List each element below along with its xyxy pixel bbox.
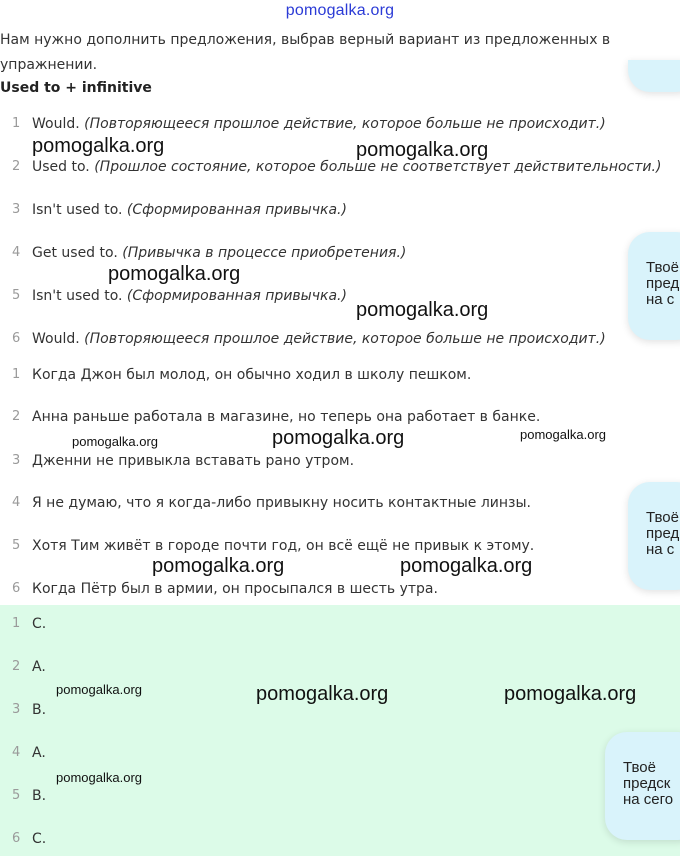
watermark: pomogalka.org: [152, 555, 285, 577]
answer-text: Would.: [32, 331, 80, 347]
item-number: 5: [12, 788, 21, 803]
watermark: pomogalka.org: [256, 683, 389, 705]
item-number: 4: [12, 495, 21, 510]
translation-text: Когда Пётр был в армии, он просыпался в шесть утра.: [32, 581, 438, 597]
choice-letter: A.: [32, 745, 46, 761]
translation-text: Дженни не привыкла вставать рано утром.: [32, 453, 355, 469]
intro-text: Нам нужно дополнить предложения, выбрав верный вариант из предложенных в упражнении.: [0, 32, 611, 73]
item-number: 2: [12, 659, 21, 674]
chat-bubble[interactable]: [628, 482, 680, 590]
chat-bubble-line: на с: [646, 541, 675, 558]
answer-text: Used to.: [32, 159, 90, 175]
item-number: 5: [12, 538, 21, 553]
chat-bubble-line: Твоё: [646, 259, 679, 276]
answers-block: [0, 605, 680, 856]
item-number: 2: [12, 409, 21, 424]
chat-bubble[interactable]: [605, 732, 680, 840]
choice-letter: C.: [32, 831, 47, 847]
watermark: pomogalka.org: [520, 427, 606, 442]
translation-text: Когда Джон был молод, он обычно ходил в школу пешком.: [32, 367, 472, 383]
watermark: pomogalka.org: [72, 434, 158, 449]
item-number: 6: [12, 331, 21, 346]
chat-bubble-top[interactable]: [628, 60, 680, 92]
translation-text: Я не думаю, что я когда-либо привыкну носить контактные линзы.: [32, 495, 531, 511]
item-number: 6: [12, 581, 21, 596]
answer-text: Isn't used to.: [32, 202, 123, 218]
answer-note: (Прошлое состояние, которое больше не соответствует действительности.): [94, 159, 662, 175]
translation-text: Хотя Тим живёт в городе почти год, он всё ещё не привык к этому.: [32, 538, 535, 554]
watermark: pomogalka.org: [56, 770, 142, 785]
chat-bubble-line: на сего: [623, 791, 674, 808]
watermark: pomogalka.org: [56, 682, 142, 697]
answer-text: Get used to.: [32, 245, 118, 261]
answer-text: Would.: [32, 116, 80, 132]
chat-bubble-line: пред: [646, 525, 680, 542]
watermark: pomogalka.org: [356, 139, 489, 161]
item-number: 3: [12, 702, 21, 717]
watermark: pomogalka.org: [32, 135, 165, 157]
answer-note: (Повторяющееся прошлое действие, которое больше не происходит.): [84, 116, 606, 132]
answer-note: (Сформированная привычка.): [126, 202, 347, 218]
answer-note: (Повторяющееся прошлое действие, которое больше не происходит.): [84, 331, 606, 347]
item-number: 1: [12, 116, 21, 131]
answer-note: (Привычка в процессе приобретения.): [122, 245, 407, 261]
chat-bubble-line: Твоё: [646, 509, 679, 526]
watermark: pomogalka.org: [504, 683, 637, 705]
item-number: 3: [12, 453, 21, 468]
site-header-link[interactable]: pomogalka.org: [285, 2, 395, 19]
item-number: 4: [12, 245, 21, 260]
chat-bubble-line: предск: [623, 775, 671, 792]
item-number: 2: [12, 159, 21, 174]
item-number: 5: [12, 288, 21, 303]
item-number: 6: [12, 831, 21, 846]
item-number: 1: [12, 367, 21, 382]
choice-letter: A.: [32, 659, 46, 675]
translation-text: Анна раньше работала в магазине, но теперь она работает в банке.: [32, 409, 541, 425]
item-number: 4: [12, 745, 21, 760]
watermark: pomogalka.org: [108, 263, 241, 285]
answer-note: (Сформированная привычка.): [126, 288, 347, 304]
chat-bubble[interactable]: [628, 232, 680, 340]
section-title: Used to + infinitive: [0, 80, 152, 96]
choice-letter: B.: [32, 702, 47, 718]
chat-bubble-line: пред: [646, 275, 680, 292]
choice-letter: B.: [32, 788, 47, 804]
item-number: 3: [12, 202, 21, 217]
watermark: pomogalka.org: [272, 427, 405, 449]
chat-bubble-line: Твоё: [623, 759, 656, 776]
choice-letter: C.: [32, 616, 47, 632]
watermark: pomogalka.org: [356, 299, 489, 321]
answer-text: Isn't used to.: [32, 288, 123, 304]
chat-bubble-line: на с: [646, 291, 675, 308]
item-number: 1: [12, 616, 21, 631]
watermark: pomogalka.org: [400, 555, 533, 577]
